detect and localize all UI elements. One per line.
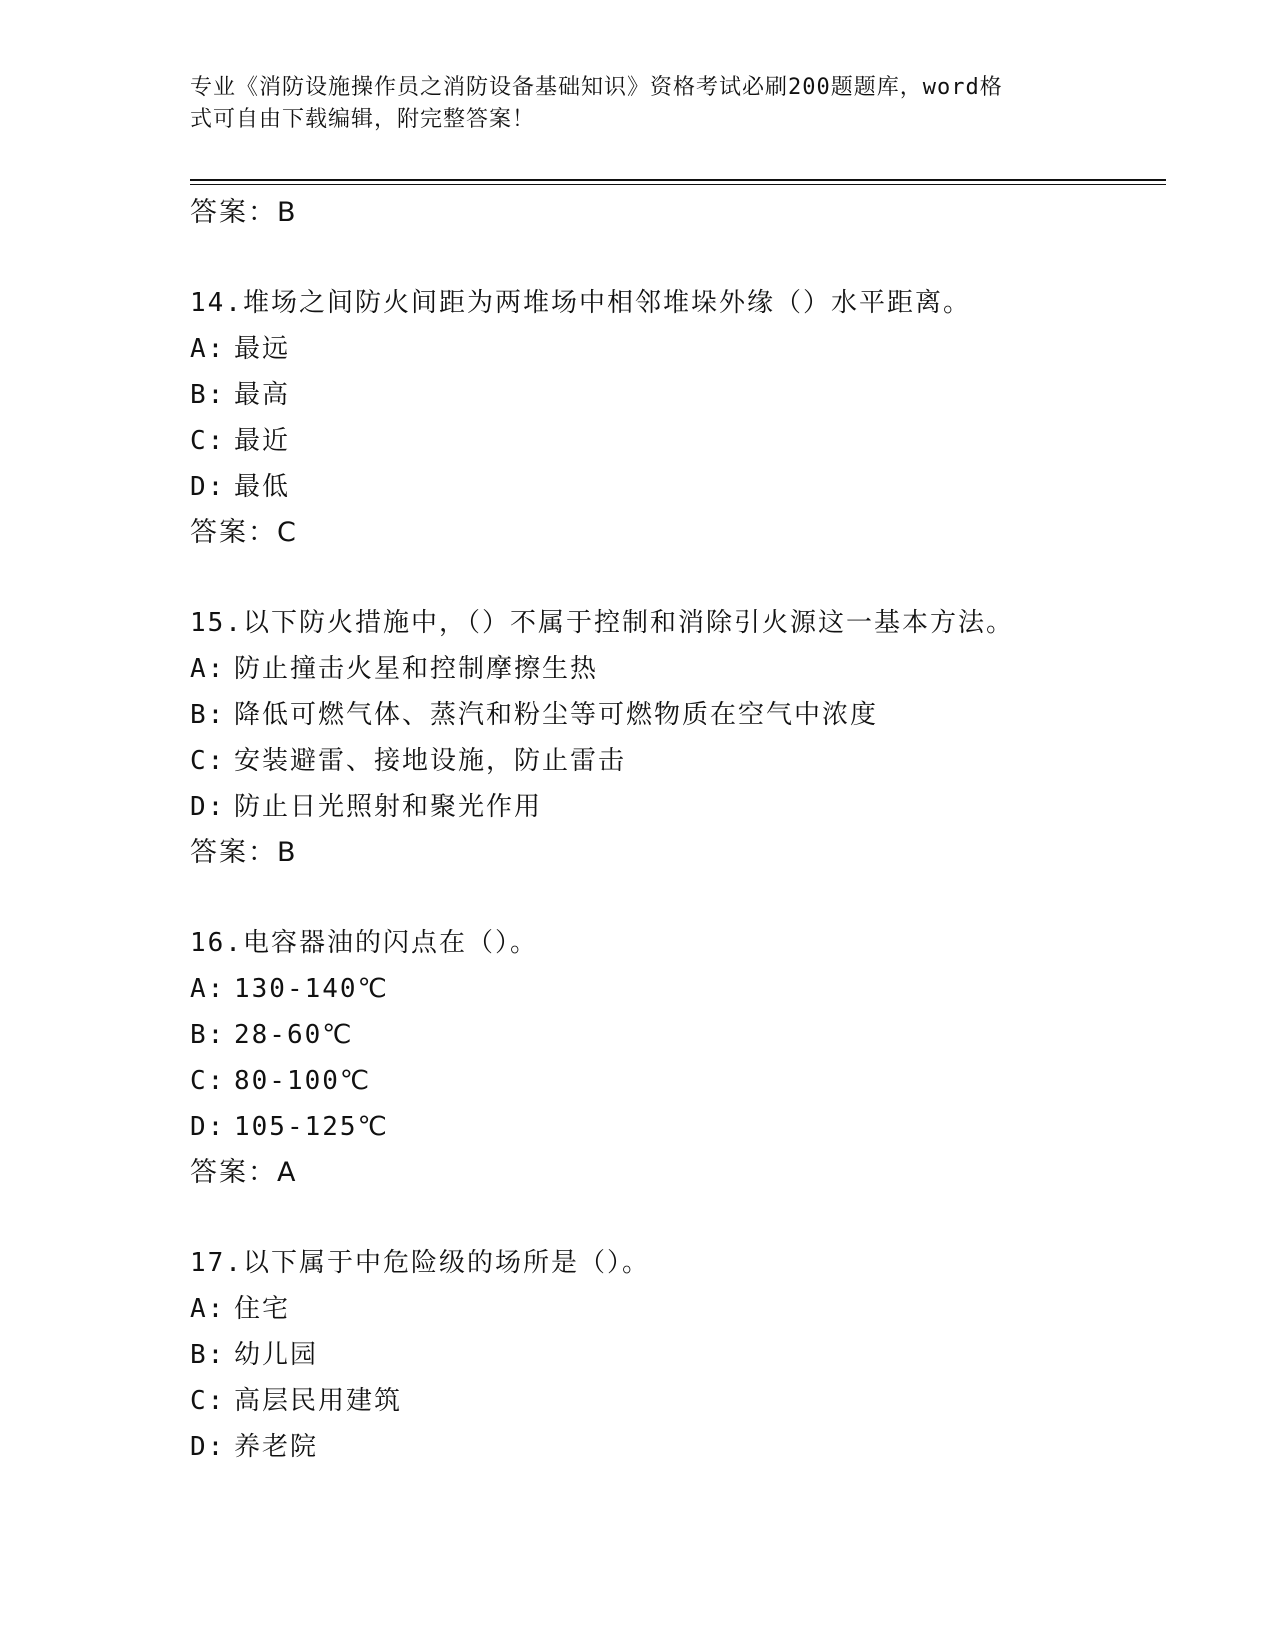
question-answer <box>190 510 1170 556</box>
option-a <box>190 326 1170 372</box>
header-line-2: 式可自由下载编辑，附完整答案！ <box>190 107 536 132</box>
option-text: 幼儿园 <box>234 1340 319 1370</box>
option-d <box>190 1424 1170 1470</box>
answer-value: A <box>277 1157 298 1188</box>
option-d <box>190 1104 1170 1150</box>
question-15 <box>190 600 1170 876</box>
question-stem: 15.以下防火措施中，（）不属于控制和消除引火源这一基本方法。 <box>190 608 1014 638</box>
option-key: A: <box>190 974 226 1004</box>
question-stem: 17.以下属于中危险级的场所是（）。 <box>190 1248 650 1278</box>
option-text: 安装避雷、接地设施，防止雷击 <box>234 746 627 776</box>
option-key: D: <box>190 472 226 502</box>
question-answer <box>190 830 1170 876</box>
option-text: 130-140℃ <box>234 974 389 1004</box>
question-17 <box>190 1240 1170 1470</box>
option-key: C: <box>190 746 226 776</box>
option-key: B: <box>190 380 226 410</box>
question-14 <box>190 280 1170 556</box>
option-d <box>190 464 1170 510</box>
option-c <box>190 1378 1170 1424</box>
header-line-1: 专业《消防设施操作员之消防设备基础知识》资格考试必刷200题题库，word格 <box>190 75 1003 100</box>
option-c <box>190 1058 1170 1104</box>
option-c <box>190 738 1170 784</box>
option-text: 28-60℃ <box>234 1020 354 1050</box>
option-text: 降低可燃气体、蒸汽和粉尘等可燃物质在空气中浓度 <box>234 700 879 730</box>
option-text: 80-100℃ <box>234 1066 372 1096</box>
option-text: 最高 <box>234 380 291 410</box>
option-a <box>190 1286 1170 1332</box>
option-a <box>190 966 1170 1012</box>
option-key: A: <box>190 334 226 364</box>
answer-value: C <box>277 517 298 548</box>
option-c <box>190 418 1170 464</box>
option-key: B: <box>190 1340 226 1370</box>
option-text: 105-125℃ <box>234 1112 389 1142</box>
option-key: C: <box>190 1066 226 1096</box>
option-text: 防止日光照射和聚光作用 <box>234 792 543 822</box>
option-key: C: <box>190 426 226 456</box>
option-key: D: <box>190 1432 226 1462</box>
answer-label: 答案： <box>190 197 277 228</box>
question-stem: 14.堆场之间防火间距为两堆场中相邻堆垛外缘（）水平距离。 <box>190 288 971 318</box>
option-a <box>190 646 1170 692</box>
previous-answer <box>190 190 1170 236</box>
question-answer <box>190 1150 1170 1196</box>
option-text: 高层民用建筑 <box>234 1386 403 1416</box>
answer-value: B <box>277 837 298 868</box>
option-key: C: <box>190 1386 226 1416</box>
question-list <box>190 190 1170 1470</box>
option-b <box>190 1332 1170 1378</box>
option-text: 住宅 <box>234 1294 291 1324</box>
option-d <box>190 784 1170 830</box>
option-text: 最近 <box>234 426 291 456</box>
header-rule-thick <box>190 179 1166 181</box>
option-text: 最低 <box>234 472 291 502</box>
answer-label: 答案： <box>190 517 277 548</box>
option-key: B: <box>190 700 226 730</box>
document-header <box>190 72 1090 136</box>
option-text: 防止撞击火星和控制摩擦生热 <box>234 654 599 684</box>
option-b <box>190 372 1170 418</box>
answer-value: B <box>277 197 298 228</box>
option-key: A: <box>190 1294 226 1324</box>
question-stem: 16.电容器油的闪点在（）。 <box>190 928 538 958</box>
answer-label: 答案： <box>190 1157 277 1188</box>
option-text: 养老院 <box>234 1432 319 1462</box>
option-b <box>190 692 1170 738</box>
answer-label: 答案： <box>190 837 277 868</box>
option-key: A: <box>190 654 226 684</box>
header-rule-thin <box>190 184 1166 185</box>
option-text: 最远 <box>234 334 291 364</box>
question-16 <box>190 920 1170 1196</box>
option-key: D: <box>190 1112 226 1142</box>
option-key: D: <box>190 792 226 822</box>
option-b <box>190 1012 1170 1058</box>
option-key: B: <box>190 1020 226 1050</box>
